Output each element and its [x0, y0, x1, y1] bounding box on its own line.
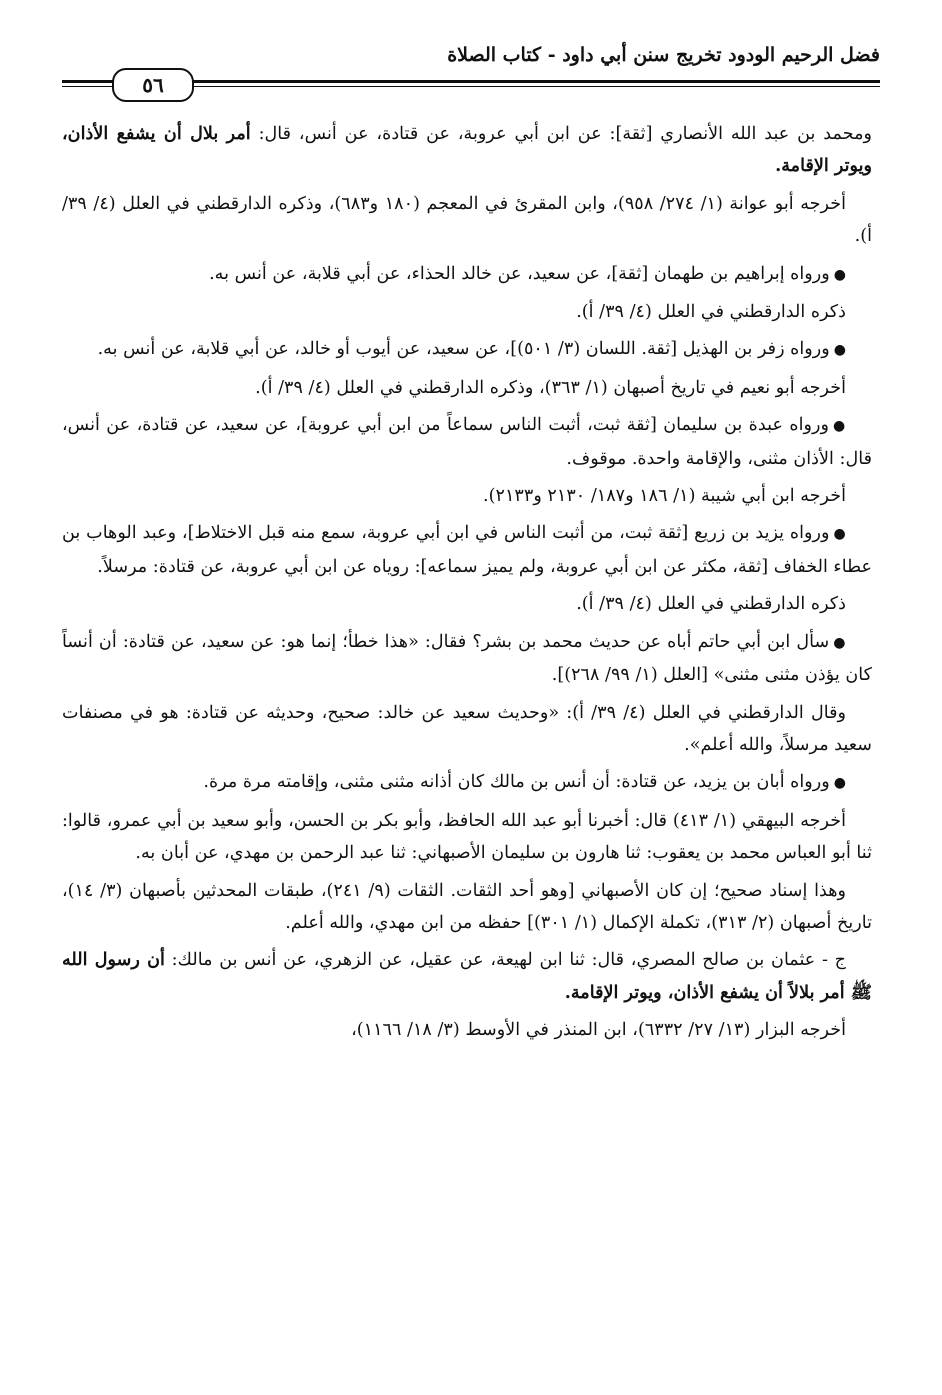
paragraph-text: أخرجه أبو عوانة (١/ ٢٧٤/ ٩٥٨)، وابن المقرئ في المعجم (١٨٠ و٦٨٣)، وذكره الدارقطني في العلل (٤/ ٣٩/ أ).	[62, 193, 872, 247]
paragraph-text: أخرجه البزار (١٣/ ٢٧/ ٦٣٣٢)، ابن المنذر في الأوسط (٣/ ١٨/ ١١٦٦)،	[351, 1020, 846, 1041]
running-title: فضل الرحيم الودود تخريج سنن أبي داود - كتاب الصلاة	[447, 44, 880, 66]
paragraph-text: أخرجه أبو نعيم في تاريخ أصبهان (١/ ٣٦٣)، وذكره الدارقطني في العلل (٤/ ٣٩/ أ).	[255, 377, 846, 398]
bullet-icon: ●	[833, 775, 846, 792]
paragraph-text: سأل ابن أبي حاتم أباه عن حديث محمد بن بشر؟ فقال: «هذا خطأ؛ إنما هو: عن سعيد، عن قتادة: أن أنساً كان يؤذن مثنى مثنى» [العلل (١/ ٩٩/ ٢٦٨)].	[62, 631, 872, 686]
paragraph	[62, 372, 872, 404]
paragraph	[62, 409, 872, 475]
paragraph	[62, 766, 872, 799]
paragraph	[62, 588, 872, 620]
paragraph	[62, 626, 872, 692]
paragraph-text: أخرجه ابن أبي شيبة (١/ ١٨٦ و١٨٧/ ٢١٣٠ و٢١٣٣).	[483, 486, 846, 507]
paragraph	[62, 296, 872, 328]
bullet-icon: ●	[833, 634, 847, 651]
paragraph-text: ورواه أبان بن يزيد، عن قتادة: أن أنس بن مالك كان أذانه مثنى مثنى، وإقامته مرة مرة.	[203, 772, 830, 793]
paragraph-text: ورواه يزيد بن زريع [ثقة ثبت، من أثبت الناس في ابن أبي عروبة، سمع منه قبل الاختلاط]، وعبد الوهاب بن عطاء الخفاف [ثقة، مكثر عن ابن أبي عروبة، ولم يميز سماعه]: روياه عن ابن أبي عروبة، عن قتادة: مرسلاً.	[62, 523, 872, 577]
paragraph-text: ذكره الدارقطني في العلل (٤/ ٣٩/ أ).	[576, 594, 846, 615]
paragraph	[62, 333, 872, 366]
paragraph	[62, 480, 872, 512]
page-number: ٥٦	[112, 68, 194, 102]
paragraph	[62, 805, 872, 870]
paragraph-text: ذكره الدارقطني في العلل (٤/ ٣٩/ أ).	[576, 302, 846, 323]
bullet-icon: ●	[833, 266, 846, 283]
paragraph	[62, 188, 872, 253]
paragraph-text: وهذا إسناد صحيح؛ إن كان الأصبهاني [وهو أحد الثقات. الثقات (٩/ ٢٤١)، طبقات المحدثين بأصبهان (٣/ ١٤)، تاريخ أصبهان (٢/ ٣١٣)، تكملة الإكمال (١/ ٣٠١)] حفظه من ابن مهدي، والله أعلم.	[62, 880, 872, 933]
hadith-text: أمر بلال أن يشفع الأذان، ويوتر الإقامة.	[62, 123, 872, 177]
bullet-icon: ●	[832, 418, 846, 435]
paragraph	[62, 944, 872, 1009]
paragraph-text: وقال الدارقطني في العلل (٤/ ٣٩/ أ): «وحديث سعيد عن خالد: صحيح، وحديثه عن قتادة: هو في مصنفات سعيد مرسلاً، والله أعلم».	[62, 702, 872, 755]
page-header	[62, 40, 880, 108]
paragraph-text: ورواه زفر بن الهذيل [ثقة. اللسان (٣/ ٥٠١)]، عن سعيد، عن أيوب أو خالد، عن أبي قلابة، عن أنس به.	[97, 339, 830, 360]
bullet-icon: ●	[833, 342, 846, 359]
paragraph	[62, 258, 872, 291]
paragraph	[62, 517, 872, 583]
paragraph	[62, 1014, 872, 1046]
paragraph-text: ورواه عبدة بن سليمان [ثقة ثبت، أثبت الناس سماعاً من ابن أبي عروبة]، عن سعيد، عن قتادة، عن أنس، قال: الأذان مثنى، والإقامة واحدة. موقوف.	[62, 415, 872, 469]
hadith-text: أن رسول الله ﷺ أمر بلالاً أن يشفع الأذان، ويوتر الإقامة.	[62, 949, 872, 1003]
paragraph-text: ورواه إبراهيم بن طهمان [ثقة]، عن سعيد، عن خالد الحذاء، عن أبي قلابة، عن أنس به.	[209, 263, 830, 284]
page-body	[62, 118, 872, 1355]
paragraph-text: ومحمد بن عبد الله الأنصاري [ثقة]: عن ابن أبي عروبة، عن قتادة، عن أنس، قال:	[250, 124, 872, 144]
paragraph-text: ج - عثمان بن صالح المصري، قال: ثنا ابن لهيعة، عن عقيل، عن الزهري، عن أنس بن مالك:	[164, 950, 846, 971]
paragraph	[62, 697, 872, 762]
bullet-icon: ●	[833, 526, 847, 543]
paragraph	[62, 875, 872, 940]
paragraph-text: أخرجه البيهقي (١/ ٤١٣) قال: أخبرنا أبو عبد الله الحافظ، وأبو بكر بن الحسن، وأبو سعيد بن أبي عمرو، قالوا: ثنا أبو العباس محمد بن يعقوب: ثنا هارون بن سليمان الأصبهاني: ثنا عبد الرحمن بن مهدي، عن أبان به.	[62, 810, 872, 864]
paragraph	[62, 118, 872, 183]
